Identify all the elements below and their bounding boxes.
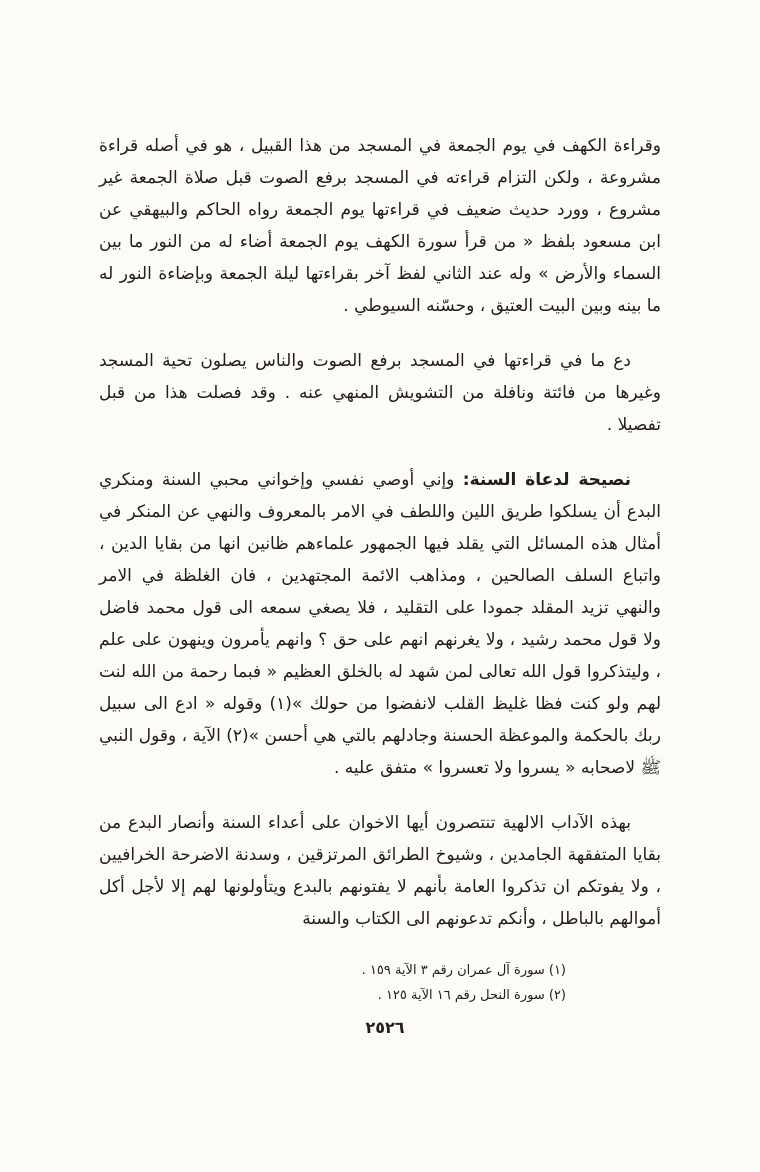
paragraph-advice bbox=[99, 464, 661, 784]
footnotes-section bbox=[99, 958, 566, 1008]
footnote-2: (٢) سورة النحل رقم ١٦ الآية ١٢٥ . bbox=[377, 988, 566, 1003]
footnote-1: (١) سورة آل عمران رقم ٣ الآية ١٥٩ . bbox=[361, 963, 566, 978]
paragraph-advice-text: وإني أوصي نفسي وإخواني محبي السنة ومنكري البدع أن يسلكوا طريق اللين واللطف في الامر بالمعروف والنهي عن المنكر في أمثال هذه المسائل التي يقلد فيها الجمهور علماءهم ظانين انها من بقايا الدين ، واتباع السلف الصالحين ، ومذاهب الائمة المجتهدين ، فان الغلظة في الامر والنهي تزيد المقلد جمودا على التقليد ، فلا يصغي سمعه الى قول محمد فاضل ولا قول محمد رشيد ، ولا يغرنهم انهم على حق ؟ وانهم يأمرون وينهون على علم ، وليتذكروا قول الله تعالى لمن شهد له بالخلق العظيم « فبما رحمة من الله لنت لهم ولو كنت فظا غليظ القلب لانفضوا من حولك »(١) وقوله « ادع الى سبيل ربك بالحكمة والموعظة الحسنة وجادلهم بالتي هي أحسن »(٢) الآية ، وقول النبي ﷺ لاصحابه « يسروا ولا تعسروا » متفق عليه . bbox=[99, 470, 661, 778]
paragraph-kahf-reading: وقراءة الكهف في يوم الجمعة في المسجد من هذا القبيل ، هو في أصله قراءة مشروعة ، ولكن التزام قراءته في المسجد برفع الصوت قبل صلاة الجمعة غير مشروع ، وورد حديث ضعيف في قراءتها يوم الجمعة رواه الحاكم والبيهقي عن ابن مسعود بلفظ « من قرأ سورة الكهف يوم الجمعة أضاء له من النور ما بين السماء والأرض » وله عند الثاني لفظ آخر بقراءتها ليلة الجمعة وبإضاءة النور له ما بينه وبين البيت العتيق ، وحسّنه السيوطي . bbox=[99, 136, 661, 316]
paragraph-divine-manners: بهذه الآداب الالهية تنتصرون أيها الاخوان على أعداء السنة وأنصار البدع من بقايا المتفقهة الجامدين ، وشيوخ الطرائق المرتزقين ، وسدنة الاضرحة الخرافيين ، ولا يفوتكم ان تذكروا العامة بأنهم لا يفتونهم بالبدع ويتأولونها لهم إلا لأجل أكل أموالهم بالباطل ، وأنكم تدعونهم الى الكتاب والسنة bbox=[99, 813, 661, 929]
section-lead-advice: نصيحة لدعاة السنة: bbox=[462, 470, 631, 490]
page-body bbox=[99, 130, 661, 1008]
paragraph-mosque-disturbance: دع ما في قراءتها في المسجد برفع الصوت والناس يصلون تحية المسجد وغيرها من فائتة ونافلة من التشويش المنهي عنه . وقد فصلت هذا من قبل تفصيلا . bbox=[99, 351, 661, 435]
page-number: ٢٥٢٦ bbox=[365, 1018, 405, 1037]
